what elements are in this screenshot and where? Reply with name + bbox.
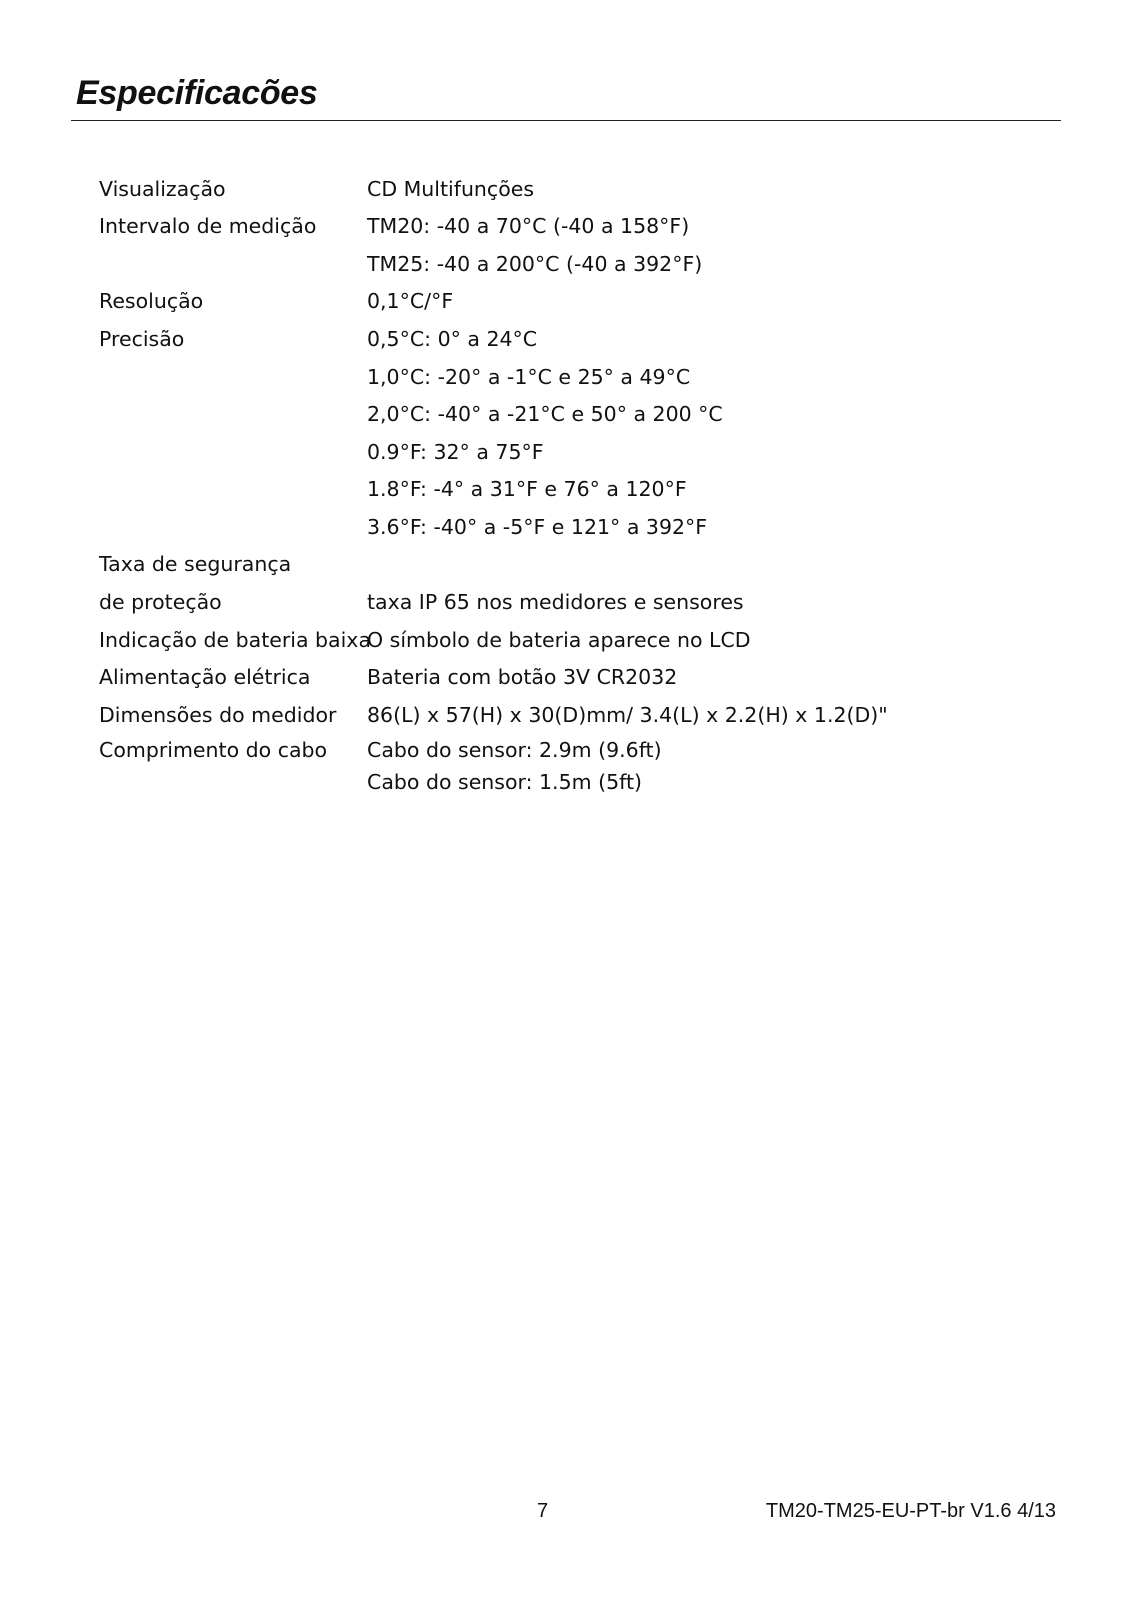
spec-label: Dimensões do medidor [99, 702, 337, 727]
spec-value: 0,1°C/°F [367, 289, 454, 314]
spec-row [99, 621, 999, 659]
footer-document-id: TM20-TM25-EU-PT-br V1.6 4/13 [765, 1500, 1056, 1522]
spec-value: 1,0°C: -20° a -1°C e 25° a 49°C [367, 364, 691, 389]
spec-row [99, 245, 999, 283]
spec-label: Intervalo de medição [99, 214, 317, 239]
spec-value: 0.9°F: 32° a 75°F [367, 439, 544, 464]
spec-row [99, 766, 999, 798]
spec-value: Bateria com botão 3V CR2032 [367, 665, 678, 690]
spec-value: 3.6°F: -40° a -5°F e 121° a 392°F [367, 514, 708, 539]
spec-label: Taxa de segurança [99, 552, 292, 577]
spec-row [99, 659, 999, 697]
spec-row [99, 696, 999, 734]
spec-row [99, 283, 999, 321]
spec-row [99, 471, 999, 509]
spec-value: Cabo do sensor: 2.9m (9.6ft) [367, 737, 662, 762]
spec-row [99, 734, 999, 766]
spec-value: taxa IP 65 nos medidores e sensores [367, 590, 744, 615]
spec-value: O símbolo de bateria aparece no LCD [367, 627, 751, 652]
spec-value: 2,0°C: -40° a -21°C e 50° a 200 °C [367, 402, 723, 427]
spec-value: 86(L) x 57(H) x 30(D)mm/ 3.4(L) x 2.2(H) x 1.2(D)" [367, 702, 888, 727]
footer-page-number: 7 [537, 1500, 549, 1522]
spec-label: Precisão [99, 326, 185, 351]
spec-row [99, 508, 999, 546]
specifications-table [99, 170, 999, 798]
spec-label: Comprimento do cabo [99, 737, 328, 762]
spec-value: Cabo do sensor: 1.5m (5ft) [367, 769, 643, 794]
spec-row [99, 546, 999, 584]
page-title: Especificacões [76, 74, 318, 112]
spec-row [99, 396, 999, 434]
title-divider [71, 120, 1061, 121]
spec-label: de proteção [99, 590, 222, 615]
spec-label: Alimentação elétrica [99, 665, 311, 690]
spec-label: Visualização [99, 176, 226, 201]
spec-label: Indicação de bateria baixa [99, 627, 372, 652]
spec-label: Resolução [99, 289, 204, 314]
spec-row [99, 170, 999, 208]
spec-value: TM25: -40 a 200°C (-40 a 392°F) [367, 251, 703, 276]
spec-row [99, 433, 999, 471]
spec-row [99, 320, 999, 358]
spec-value: 0,5°C: 0° a 24°C [367, 326, 538, 351]
spec-row [99, 358, 999, 396]
spec-value: CD Multifunções [367, 176, 535, 201]
spec-value: TM20: -40 a 70°C (-40 a 158°F) [367, 214, 690, 239]
spec-value: 1.8°F: -4° a 31°F e 76° a 120°F [367, 477, 687, 502]
spec-row [99, 208, 999, 246]
spec-row [99, 584, 999, 622]
